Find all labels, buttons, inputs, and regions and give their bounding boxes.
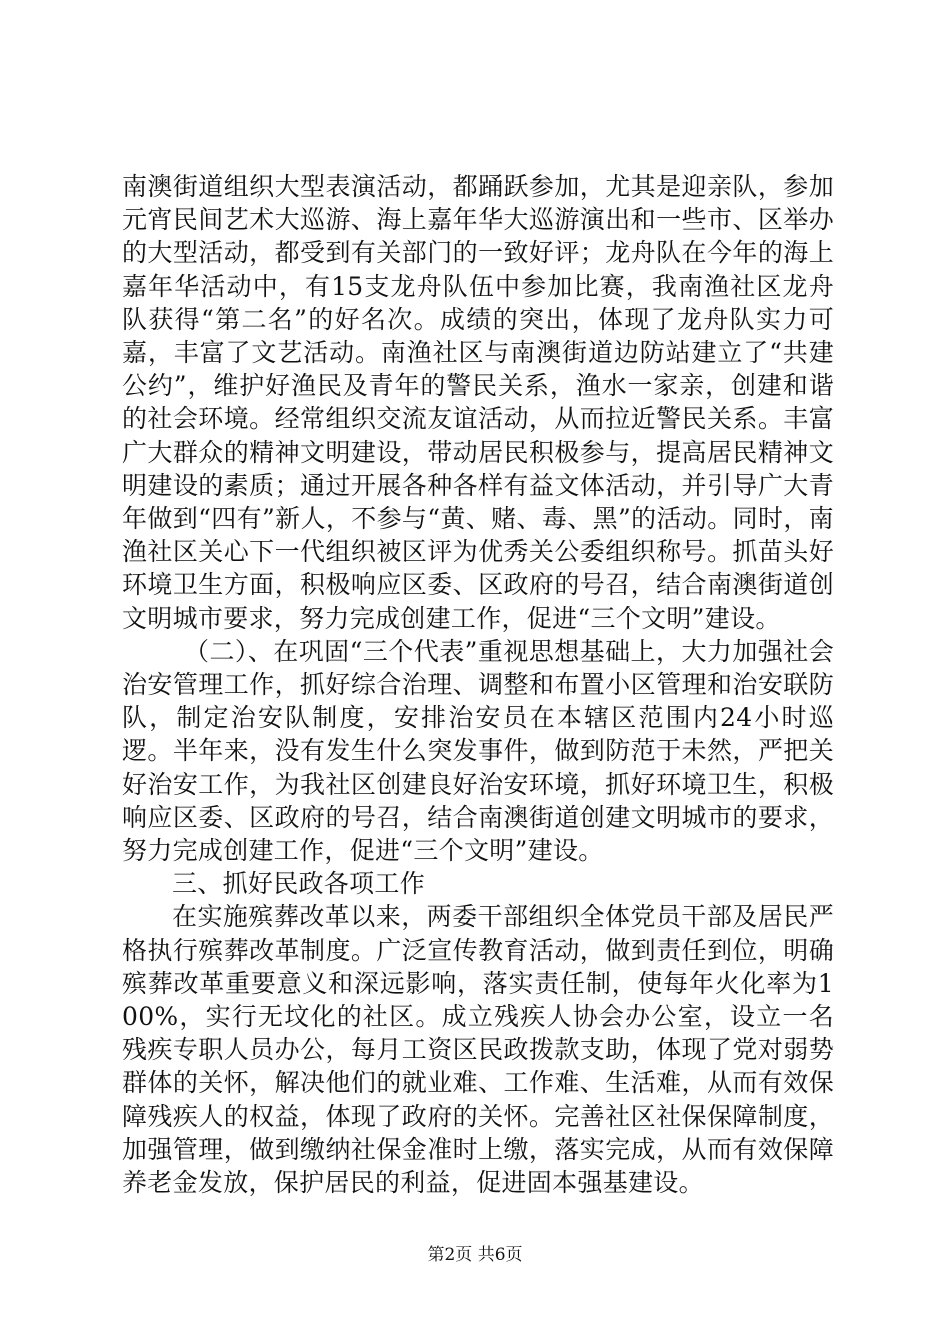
- paragraph-funeral-reform: 在实施殡葬改革以来，两委干部组织全体党员干部及居民严格执行殡葬改革制度。广泛宣传教育活动，做到责任到位，明确殡葬改革重要意义和深远影响，落实责任制，使每年火化率为100%，实行无坟化的社区。成立残疾人协会办公室，设立一名残疾专职人员办公，每月工资区民政拨款支助，体现了党对弱势群体的关怀，解决他们的就业难、工作难、生活难，从而有效保障残疾人的权益，体现了政府的关怀。完善社区社保保障制度，加强管理，做到缴纳社保金准时上缴，落实完成，从而有效保障养老金发放，保护居民的利益，促进固本强基建设。: [122, 902, 834, 1198]
- paragraph-culture-activities: 南澳街道组织大型表演活动，都踊跃参加，尤其是迎亲队，参加元宵民间艺术大巡游、海上嘉年华大巡游演出和一些市、区举办的大型活动，都受到有关部门的一致好评；龙舟队在今年的海上嘉年华活动中，有15支龙舟队伍中参加比赛，我南渔社区龙舟队获得“第二名”的好名次。成绩的突出，体现了龙舟队实力可嘉，丰富了文艺活动。南渔社区与南澳街道边防站建立了“共建公约”，维护好渔民及青年的警民关系，渔水一家亲，创建和谐的社会环境。经常组织交流友谊活动，从而拉近警民关系。丰富广大群众的精神文明建设，带动居民积极参与，提高居民精神文明建设的素质；通过开展各种各样有益文体活动，并引导广大青年做到“四有”新人，不参与“黄、赌、毒、黑”的活动。同时，南渔社区关心下一代组织被区评为优秀关公委组织称号。抓苗头好环境卫生方面，积极响应区委、区政府的号召，结合南澳街道创文明城市要求，努力完成创建工作，促进“三个文明”建设。: [122, 172, 834, 633]
- document-body: [122, 170, 834, 1199]
- paragraph-public-security: （二）、在巩固“三个代表”重视思想基础上，大力加强社会治安管理工作，抓好综合治理、调整和布置小区管理和治安联防队，制定治安队制度，安排治安员在本辖区范围内24小时巡逻。半年来，没有发生什么突发事件，做到防范于未然，严把关好治安工作，为我社区创建良好治安环境，抓好环境卫生，积极响应区委、区政府的号召，结合南澳街道创建文明城市的要求，努力完成创建工作，促进“三个文明”建设。: [122, 636, 834, 866]
- page-footer: 第2页 共6页: [427, 1245, 523, 1265]
- section-heading-civil-affairs: 三、抓好民政各项工作: [172, 869, 426, 899]
